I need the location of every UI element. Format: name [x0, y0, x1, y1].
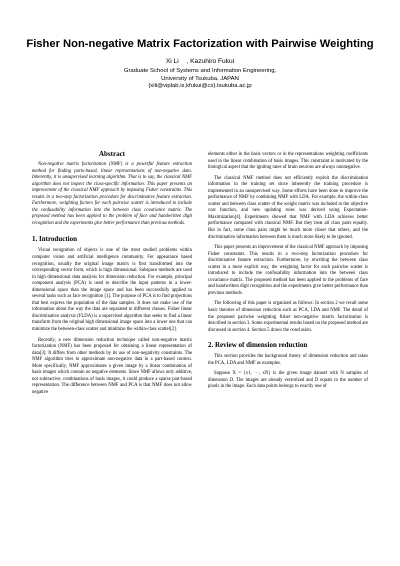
- right-column: [208, 152, 368, 395]
- author-line: [0, 58, 400, 66]
- body-paragraph: Visual recognition of objects is one of the most studied problems within computer vision and artificial intelligence community. For appearance based recognition, usually the original image matrix is first transformed into the corresponding vector form, which is high dimensional. Subspace methods are used in high dimensional data analysis for dimension reduction. For example, principal component analysis (PCA) is used to describe the input patterns in a lower-dimensional space than the image space and has been successfully applied to several tasks such as face recognition [1]. The purpose of PCA is to find projections that best express the population of the data samples. It does not make use of the information about the way the data are separated to different classes. Fisher linear discriminative analysis (FLDA) is a supervised algorithm that seeks to find a linear transform from the original high dimensional image space into a lower one that can minimize the between-class scatter and minimize the within-class scatter[2].: [32, 248, 192, 333]
- author-name: Xi Li: [165, 58, 179, 65]
- section-heading-review: 2. Review of dimension reduction: [208, 341, 308, 350]
- email-line: {xili@viplab.is,kfukui@cs}.tsukuba.ac.jp: [148, 83, 252, 90]
- body-paragraph: Recently, a new dimension reduction technique called non-negative matrix factorization (NMF) has been proposed for obtaining a linear representation of data[3]. It differs from other methods by its use of non-negativity constraints. The NMF algorithm tries to approximate non-negative data in a part-based context. More specifically, NMF approximates a given image by a linear combination of basis images which contain no negative elements. Since NMF allows only additive, not subtractive, combinations of basis images, it could produce a sparse part-based representation. The difference between NMF and PCA is that NMF does not allow negative: [32, 337, 192, 395]
- body-paragraph: Suppose X = {x1, ···, xN} is the given image dataset with N samples of dimension D. The images are already vectorized and D equals to the number of pixels in the image. Each data points belongs to exactly one of: [208, 371, 368, 390]
- abstract-text: Non-negative matrix factorization (NMF) is a powerful feature extraction method for finding parts-based, linear representations of non-negative data. Inherently, it is unsupervised learning algorithm. That is to say, the classical NMF algorithm does not inspect the class-specific information. This paper presents an improvement of the classical NMF approach by imposing Fisher constraints. This results in a two-step factorization procedure for discriminative feature extraction. Furthermore, weighting factors for each pairwise scatter is introduced to include the confusability information into the between class covariance matrix. The proposed method has been applied to the problem of face and handwritten digit recognition and the experiments give better performance than previous methods.: [32, 162, 192, 226]
- abstract-heading: Abstract: [98, 150, 126, 158]
- affiliation-block: [0, 68, 400, 91]
- affiliation-line: University of Tsukuba, JAPAN: [161, 75, 239, 82]
- body-paragraph: This paper presents an improvement of the classical NMF approach by imposing Fisher constraints. This results in a two-step factorization procedure for discriminative feature extraction. Furthermore, by rewriting the between class scatter in a more explicit way, the weighting factor for each pairwise scatter is introduced to include the confusability information into the between class covariance matrix. The proposed method has been applied to the problems of face and handwritten digit recognition and the experiments give better performance than previous methods.: [208, 245, 368, 296]
- affiliation-line: Graduate School of Systems and Information Engineering,: [123, 68, 277, 74]
- abstract-body: [32, 162, 192, 227]
- author-name: , Kazuhiro Fukui: [186, 58, 235, 65]
- body-paragraph: elements either in the basis vectors or in the representations weighting coefficients used in the linear combination of basis images. This constraint is motivated by the biological aspect that the igniting rates of brain neurons are always nonnegative.: [208, 152, 368, 171]
- body-paragraph: The following of this paper is organized as follows: In section 2 we recall some basic theories of dimension reduction such as PCA, LDA and NMF. The detail of the proposed pairwise weighting fisher non-negative matrix factorization is described in section 3. Some experimental results based on the proposed method are discussed in section 4. Section 5 draws the conclusion.: [208, 301, 369, 333]
- paper-title: Fisher Non-negative Matrix Factorization with Pairwise Weighting: [26, 38, 374, 50]
- left-column: [32, 150, 192, 401]
- section-heading-introduction: 1. Introduction: [32, 235, 77, 244]
- body-paragraph: The classical NMF method does not efficiently exploit the discrimination information in the training set since inherently the training procedure is implemented in an unsupervised way. Some efforts have been done to improve the performance of NMF by combining NMF with LDA. For example, the within-class scatter and between class scatter of the weight matrix was included in the objective cost function, and new updating rules was derived using Expectation-Maximization[4]. Experiments showed that NMF with LDA achieves better performance compared with classical NMF. But they treat all class pairs equally. But in fact, some class pairs might be much more closer that others, and the discriminative information between them is much more likely to be ignored.: [208, 175, 368, 240]
- body-paragraph: This section provides the background theory of dimension reduction and takes the PCA, LDA and NMF as examples.: [208, 354, 368, 366]
